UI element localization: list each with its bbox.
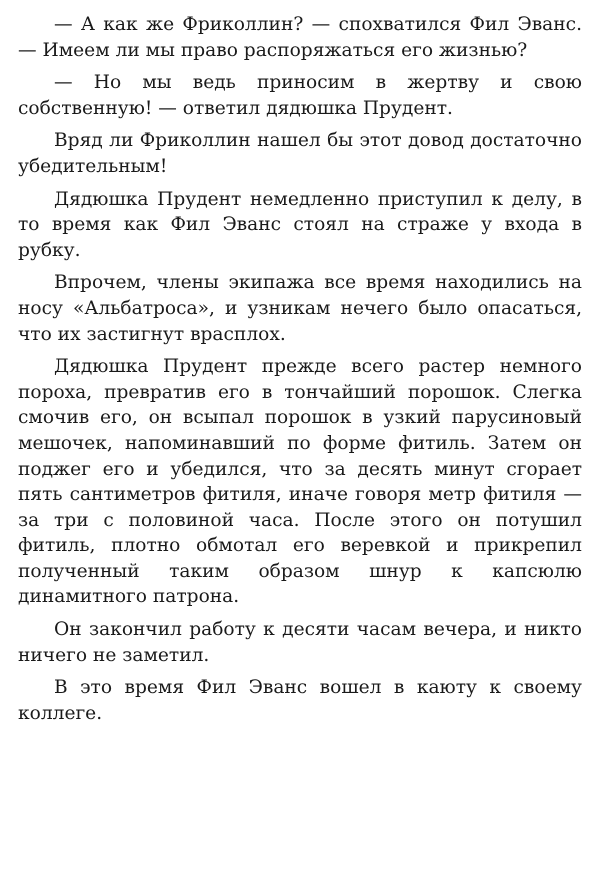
- paragraph: Он закончил работу к десяти часам вечера, и никто ничего не заметил.: [18, 619, 582, 666]
- book-page: [18, 12, 582, 733]
- paragraph: Вряд ли Фриколлин нашел бы этот довод достаточно убедительным!: [18, 130, 582, 177]
- paragraph: Впрочем, члены экипажа все время находились на носу «Альбатроса», и узникам нечего было опасаться, что их застигнут врасплох.: [18, 272, 582, 345]
- paragraph: В это время Фил Эванс вошел в каюту к своему коллеге.: [18, 677, 582, 724]
- paragraph: Дядюшка Прудент прежде всего растер немного пороха, превратив его в тончайший порошок. Слегка смочив его, он всыпал порошок в узкий парусиновый мешочек, напоминавший по форме фитиль. Затем он поджег его и убедился, что за десять минут сгорает пять сантиметров фитиля, иначе говоря метр фитиля — за три с половиной часа. После этого он потушил фитиль, плотно обмотал его веревкой и прикрепил полученный таким образом шнур к капсюлю динамитного патрона.: [18, 356, 582, 608]
- paragraph: Дядюшка Прудент немедленно приступил к делу, в то время как Фил Эванс стоял на страже у входа в рубку.: [18, 188, 582, 261]
- paragraph: — Но мы ведь приносим в жертву и свою собственную! — ответил дядюшка Прудент.: [18, 72, 582, 119]
- paragraph: — А как же Фриколлин? — спохватился Фил Эванс. — Имеем ли мы право распоряжаться его жизнью?: [18, 14, 582, 61]
